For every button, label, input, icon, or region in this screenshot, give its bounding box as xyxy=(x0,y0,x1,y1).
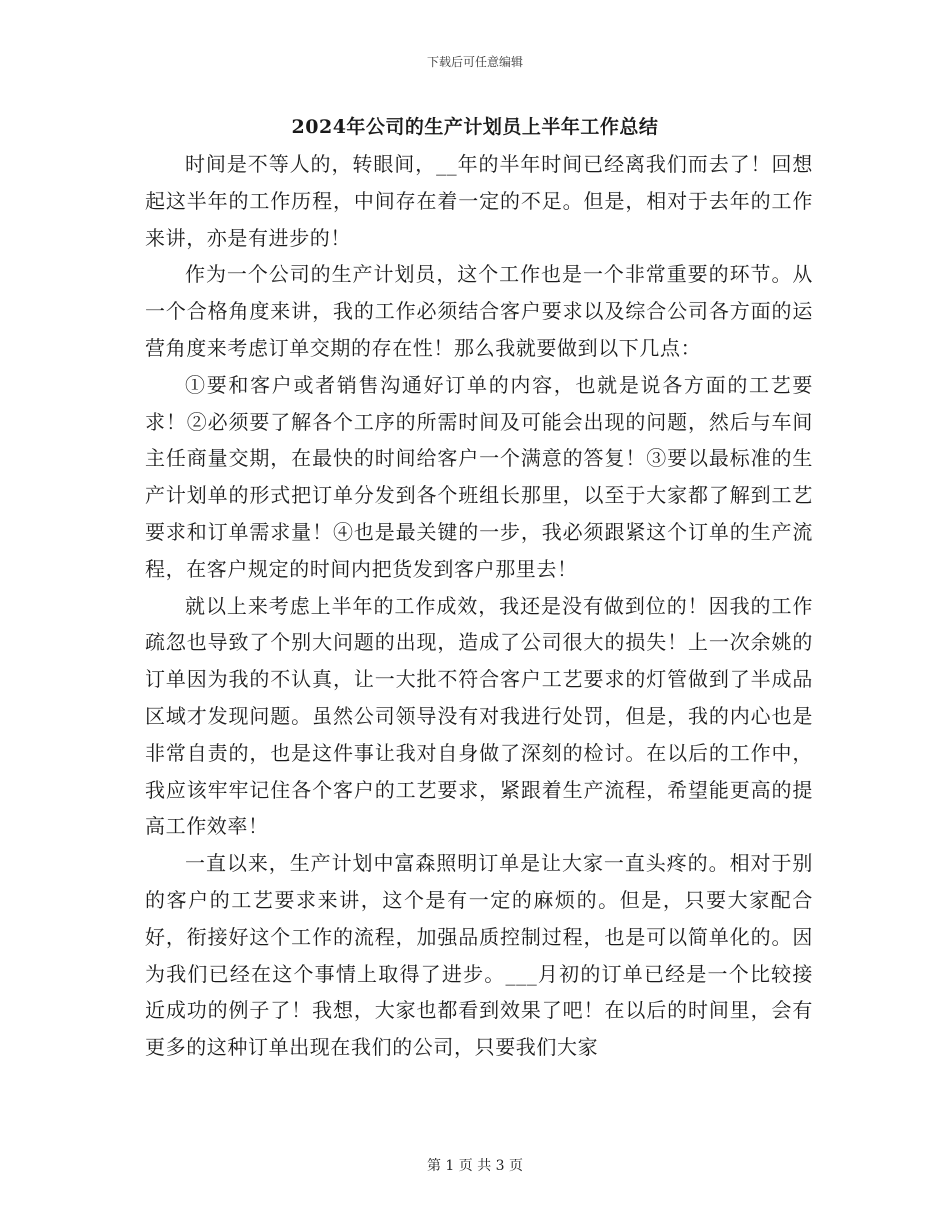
paragraph-intro: 时间是不等人的，转眼间，__年的半年时间已经离我们而去了！回想起这半年的工作历程，中间存在着一定的不足。但是，相对于去年的工作来讲，亦是有进步的！ xyxy=(145,152,813,250)
paragraph-role: 作为一个公司的生产计划员，这个工作也是一个非常重要的环节。从一个合格角度来讲，我的工作必须结合客户要求以及综合公司各方面的运营角度来考虑订单交期的存在性！那么我就要做到以下几点： xyxy=(145,262,813,360)
paragraph-fusen-orders: 一直以来，生产计划中富森照明订单是让大家一直头疼的。相对于别的客户的工艺要求来讲，这个是有一定的麻烦的。但是，只要大家配合好，衔接好这个工作的流程，加强品质控制过程，也是可以简单化的。因为我们已经在这个事情上取得了进步。___月初的订单已经是一个比较接近成功的例子了！我想，大家也都看到效果了吧！在以后的时间里，会有更多的这种订单出现在我们的公司，只要我们大家 xyxy=(145,851,813,1060)
paragraph-tasks: ①要和客户或者销售沟通好订单的内容，也就是说各方面的工艺要求！②必须要了解各个工序的所需时间及可能会出现的问题，然后与车间主任商量交期，在最快的时间给客户一个满意的答复！③要以最标准的生产计划单的形式把订单分发到各个班组长那里，以至于大家都了解到工艺要求和订单需求量！④也是最关键的一步，我必须跟紧这个订单的生产流程，在客户规定的时间内把货发到客户那里去！ xyxy=(145,372,813,581)
document-title: 2024年公司的生产计划员上半年工作总结 xyxy=(291,116,659,138)
document-body xyxy=(145,146,813,1066)
header-note: 下载后可任意编辑 xyxy=(426,55,523,69)
paragraph-reflection: 就以上来考虑上半年的工作成效，我还是没有做到位的！因我的工作疏忽也导致了个别大问题的出现，造成了公司很大的损失！上一次余姚的订单因为我的不认真，让一大批不符合客户工艺要求的灯管做到了半成品区域才发现问题。虽然公司领导没有对我进行处罚，但是，我的内心也是非常自责的，也是这件事让我对自身做了深刻的检讨。在以后的工作中，我应该牢牢记住各个客户的工艺要求，紧跟着生产流程，希望能更高的提高工作效率！ xyxy=(145,593,813,839)
page-number: 第 1 页 共 3 页 xyxy=(426,1158,524,1174)
